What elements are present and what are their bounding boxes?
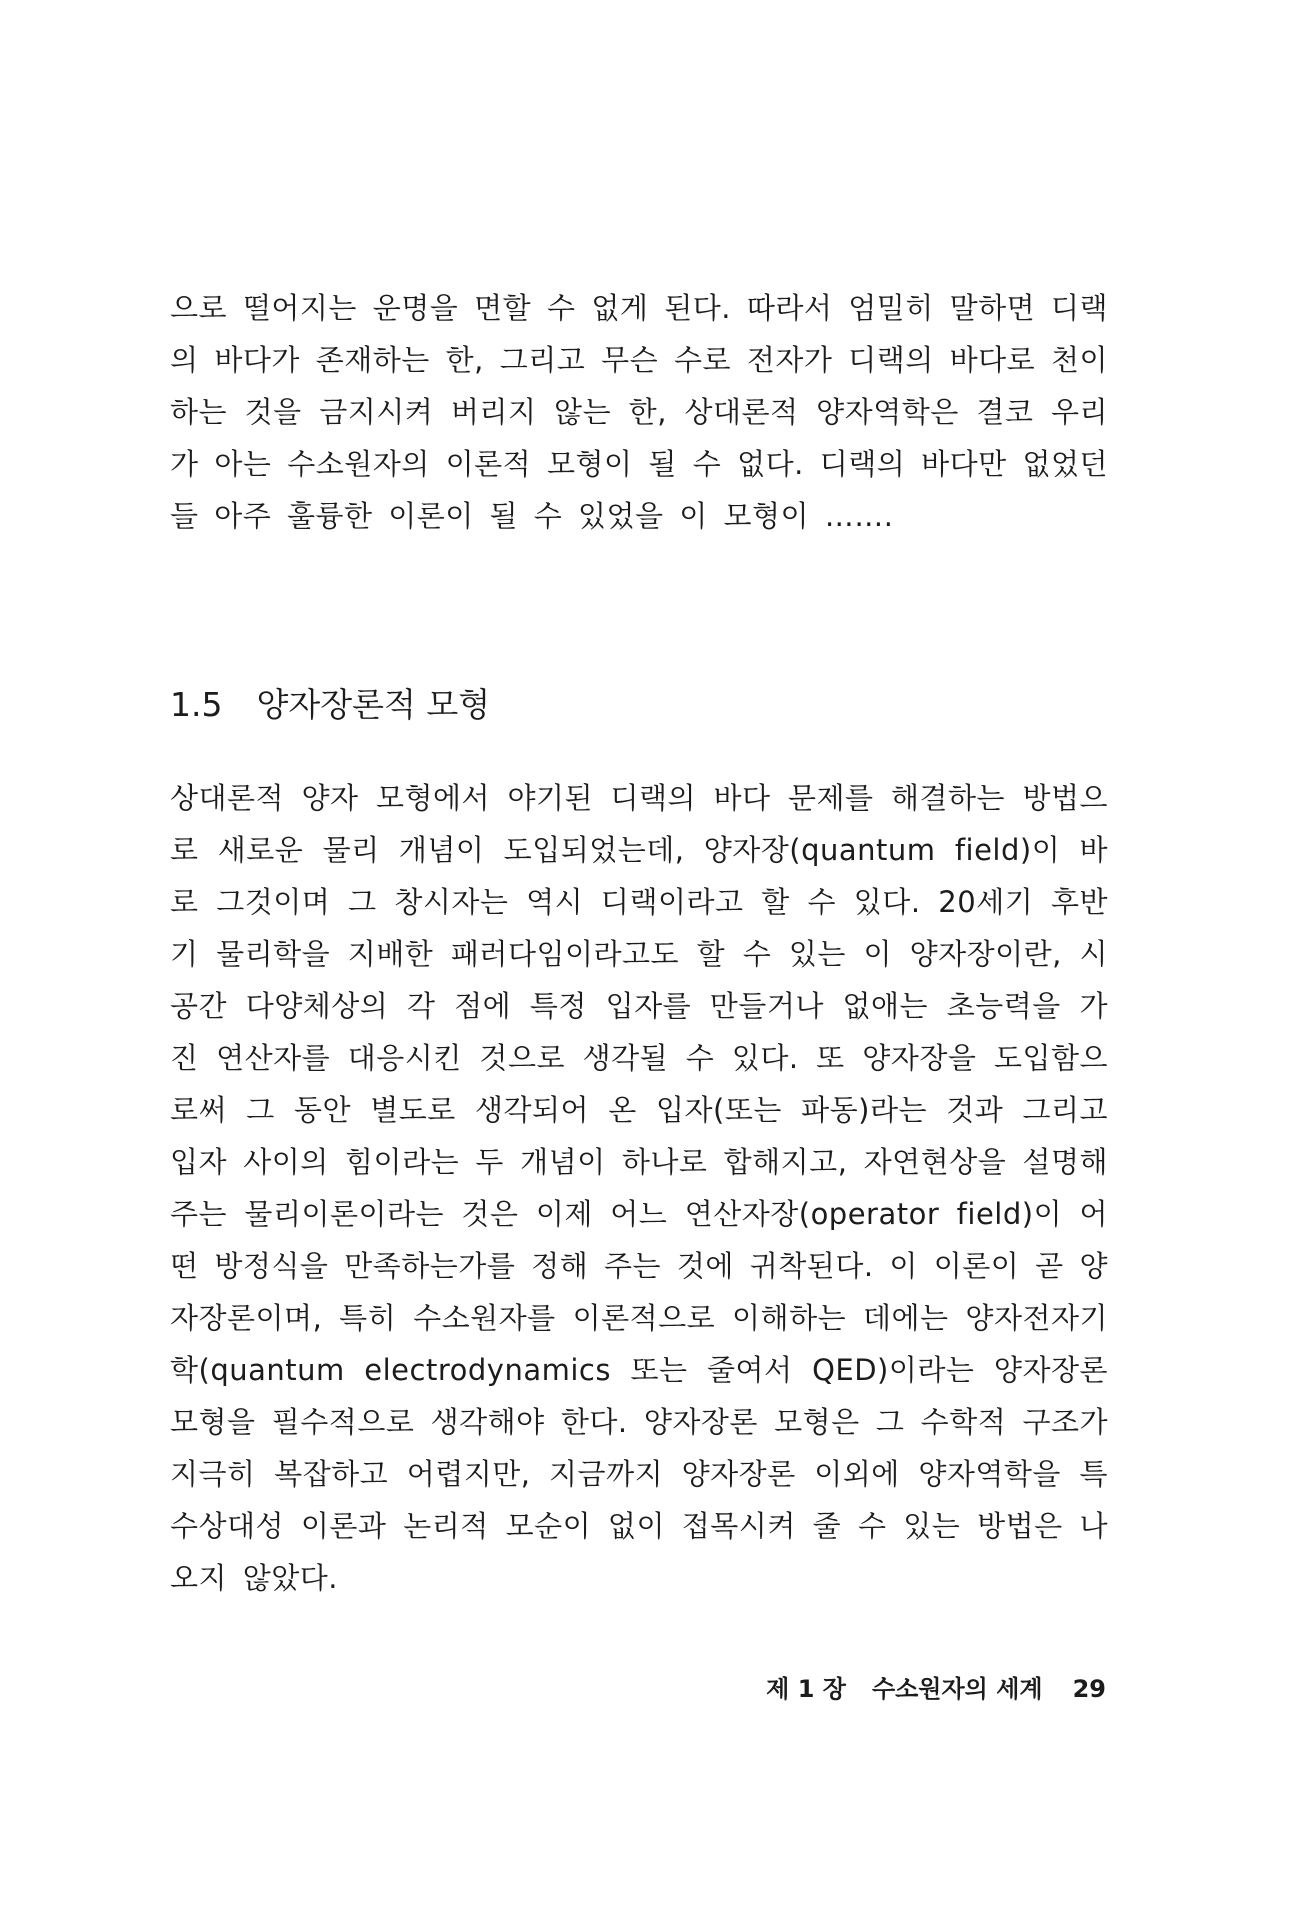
section-heading	[170, 683, 490, 727]
footer-chapter-title: 수소원자의 세계	[871, 1675, 1043, 1703]
section-body-block	[170, 772, 1108, 1604]
footer-chapter-label: 제 1 장	[766, 1675, 846, 1703]
page-number: 29	[1072, 1675, 1106, 1703]
running-footer	[766, 1672, 1106, 1706]
section-number: 1.5	[170, 685, 223, 724]
section-title: 양자장론적 모형	[256, 685, 491, 724]
continued-paragraph-block	[170, 282, 1108, 542]
continued-paragraph: 으로 떨어지는 운명을 면할 수 없게 된다. 따라서 엄밀히 말하면 디랙의 바다가 존재하는 한, 그리고 무슨 수로 전자가 디랙의 바다로 천이하는 것을 금지시켜 버리지 않는 한, 상대론적 양자역학은 결코 우리가 아는 수소원자의 이론적 모형이 될 수 없다. 디랙의 바다만 없었던들 아주 훌륭한 이론이 될 수 있었을 이 모형이 …….	[170, 291, 1108, 533]
section-body-paragraph: 상대론적 양자 모형에서 야기된 디랙의 바다 문제를 해결하는 방법으로 새로운 물리 개념이 도입되었는데, 양자장(quantum field)이 바로 그것이며 그 창시자는 역시 디랙이라고 할 수 있다. 20세기 후반기 물리학을 지배한 패러다임이라고도 할 수 있는 이 양자장이란, 시공간 다양체상의 각 점에 특정 입자를 만들거나 없애는 초능력을 가진 연산자를 대응시킨 것으로 생각될 수 있다. 또 양자장을 도입함으로써 그 동안 별도로 생각되어 온 입자(또는 파동)라는 것과 그리고 입자 사이의 힘이라는 두 개념이 하나로 합해지고, 자연현상을 설명해 주는 물리이론이라는 것은 이제 어느 연산자장(operator field)이 어떤 방정식을 만족하는가를 정해 주는 것에 귀착된다. 이 이론이 곧 양자장론이며, 특히 수소원자를 이론적으로 이해하는 데에는 양자전자기학(quantum electrodynamics 또는 줄여서 QED)이라는 양자장론 모형을 필수적으로 생각해야 한다. 양자장론 모형은 그 수학적 구조가 지극히 복잡하고 어렵지만, 지금까지 양자장론 이외에 양자역학을 특수상대성 이론과 논리적 모순이 없이 접목시켜 줄 수 있는 방법은 나오지 않았다.	[170, 781, 1108, 1595]
